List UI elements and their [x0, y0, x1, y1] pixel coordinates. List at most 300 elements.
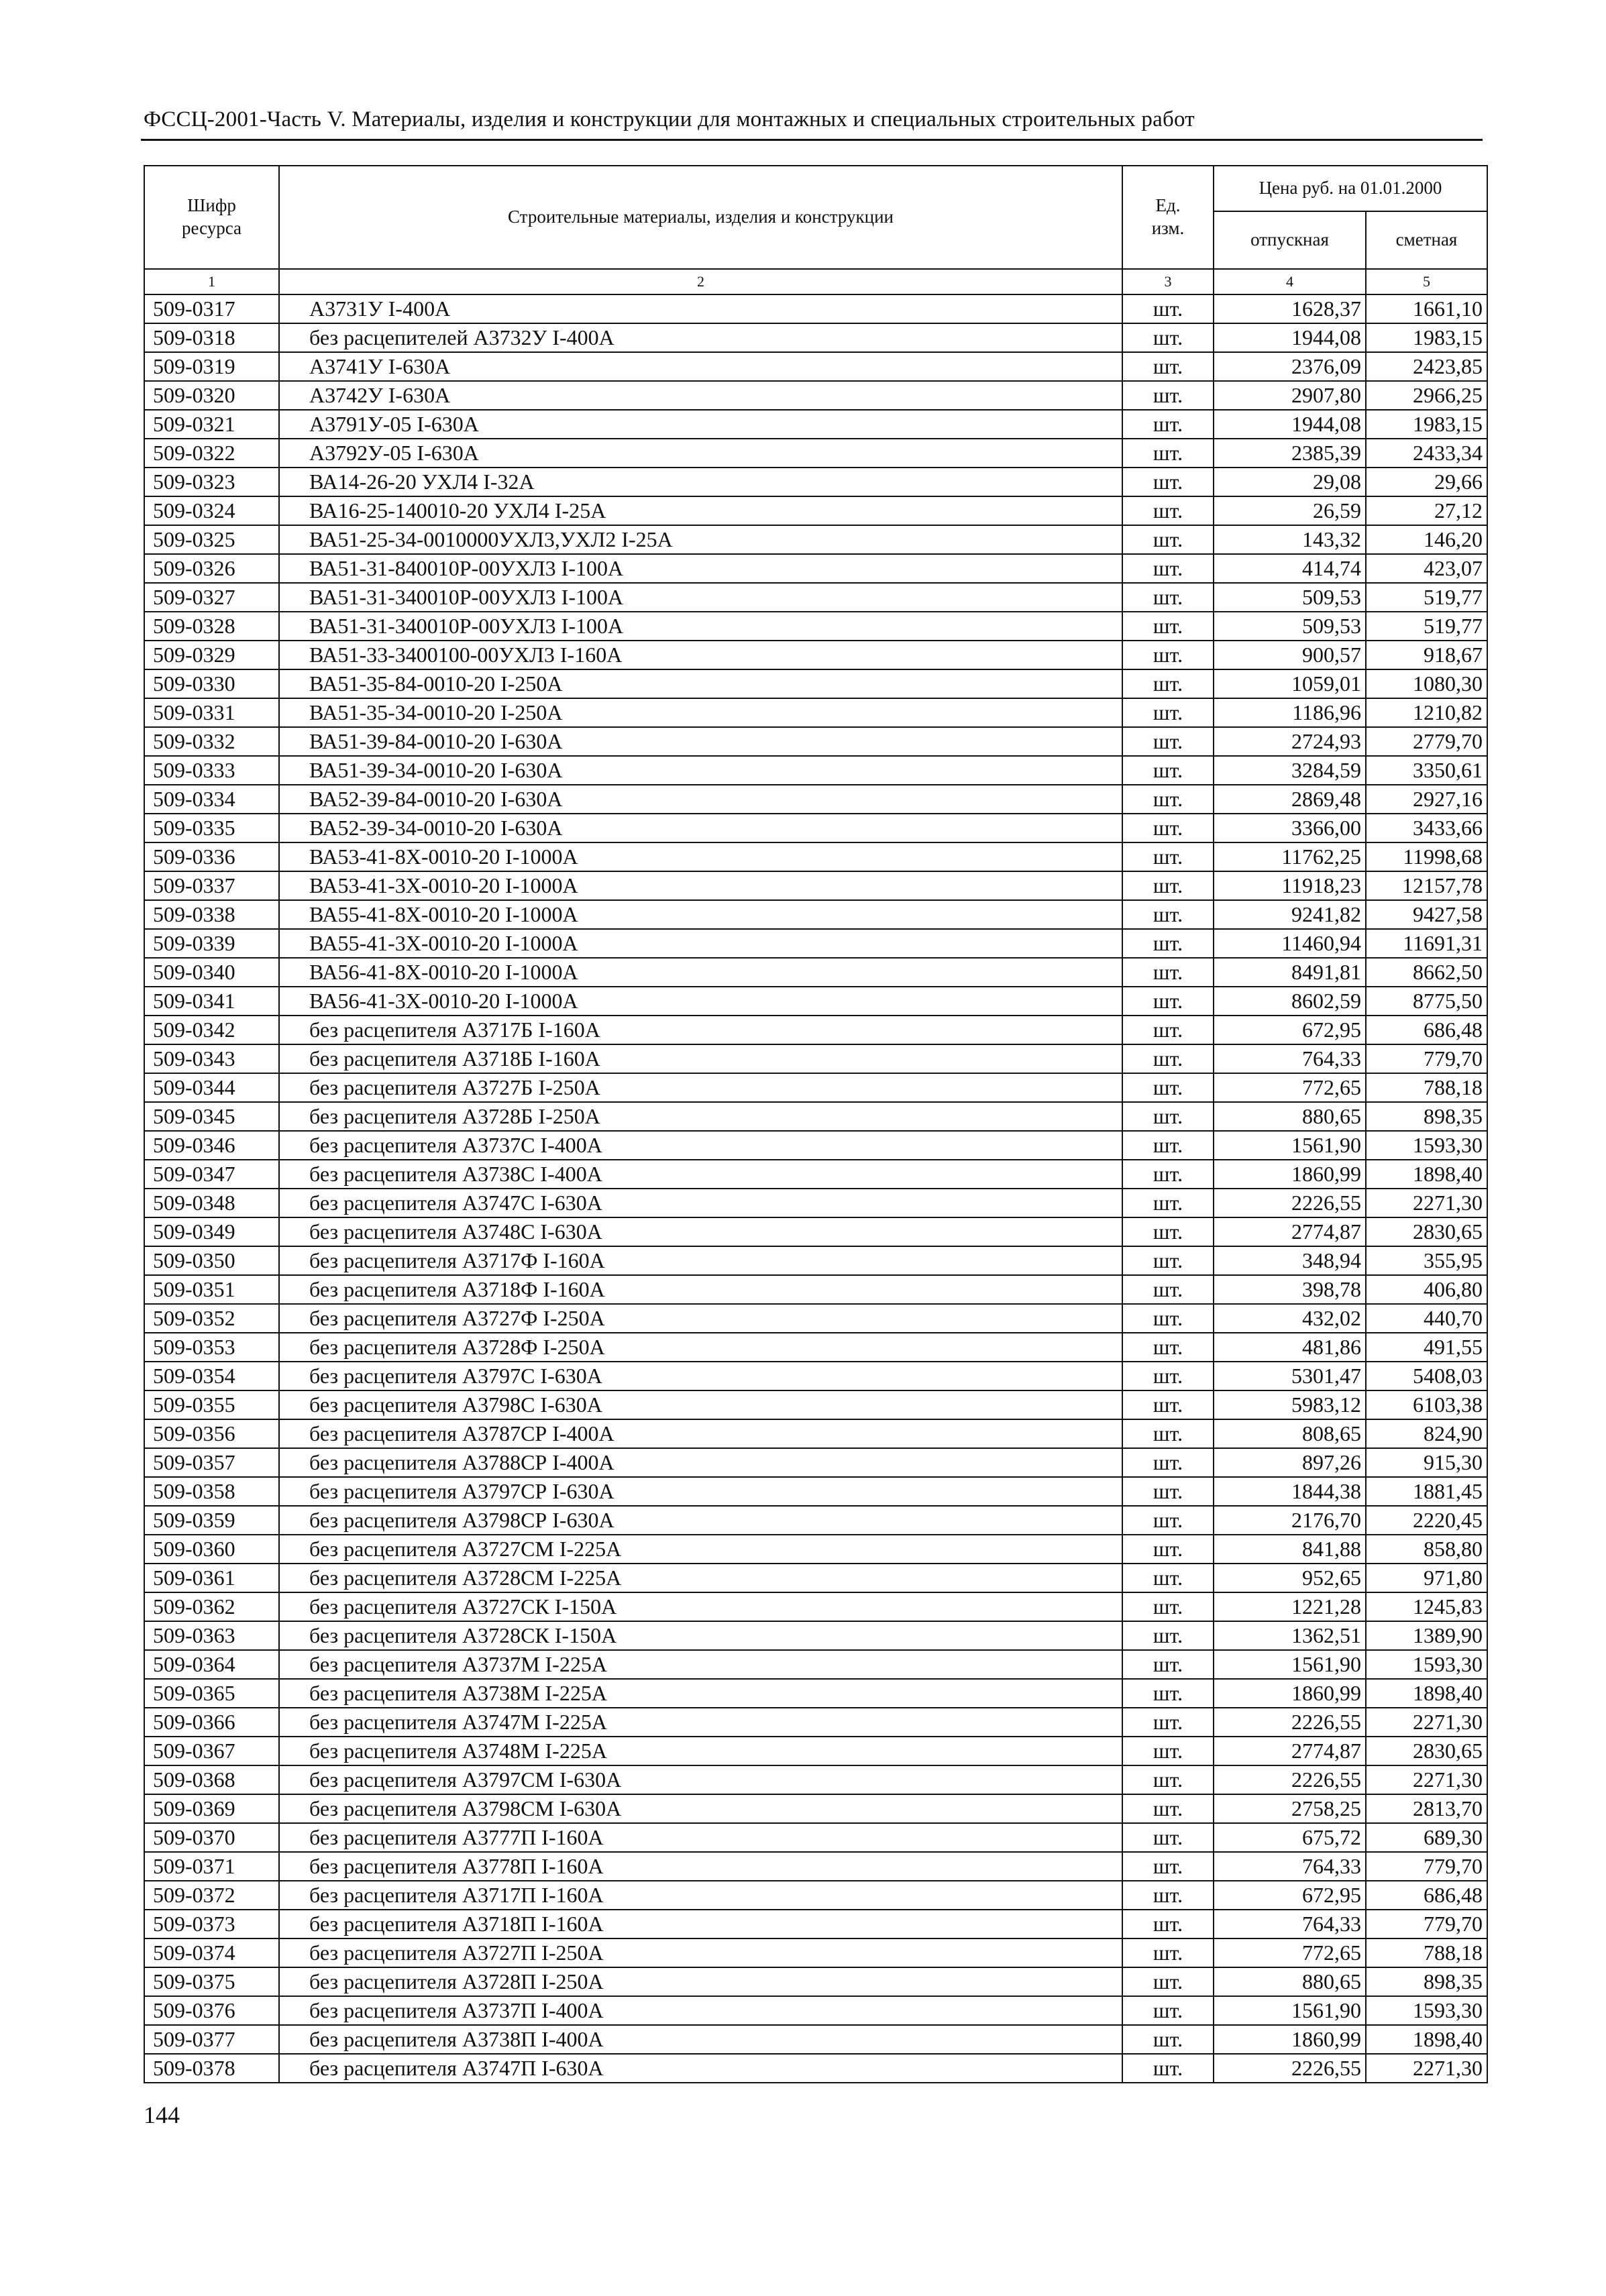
unit: шт.	[1122, 1477, 1214, 1506]
release-price: 5983,12	[1214, 1390, 1366, 1419]
release-price: 509,53	[1214, 583, 1366, 612]
resource-code: 509-0339	[144, 929, 279, 958]
estimate-price: 6103,38	[1366, 1390, 1487, 1419]
running-header: ФССЦ-2001-Часть V. Материалы, изделия и конструкции для монтажных и специальных строительных работ	[144, 107, 1195, 131]
release-price: 2907,80	[1214, 381, 1366, 410]
resource-code: 509-0359	[144, 1506, 279, 1535]
release-price: 1561,90	[1214, 1131, 1366, 1160]
material-name: без расцепителя А3778П I-160А	[279, 1852, 1122, 1881]
column-number: 4	[1214, 269, 1366, 294]
resource-code: 509-0342	[144, 1016, 279, 1044]
table-row	[144, 814, 1487, 842]
resource-code: 509-0374	[144, 1938, 279, 1967]
material-name: ВА56-41-8Х-0010-20 I-1000А	[279, 958, 1122, 987]
resource-code: 509-0372	[144, 1881, 279, 1910]
resource-code: 509-0320	[144, 381, 279, 410]
release-price: 2226,55	[1214, 1708, 1366, 1737]
release-price: 1628,37	[1214, 294, 1366, 323]
unit: шт.	[1122, 641, 1214, 669]
unit: шт.	[1122, 1304, 1214, 1333]
table-row	[144, 468, 1487, 496]
table-row	[144, 641, 1487, 669]
table-row	[144, 698, 1487, 727]
resource-code: 509-0335	[144, 814, 279, 842]
release-price: 952,65	[1214, 1564, 1366, 1592]
unit: шт.	[1122, 381, 1214, 410]
unit: шт.	[1122, 410, 1214, 439]
resource-code: 509-0324	[144, 496, 279, 525]
estimate-price: 971,80	[1366, 1564, 1487, 1592]
material-name: без расцепителя А3747М I-225А	[279, 1708, 1122, 1737]
release-price: 8491,81	[1214, 958, 1366, 987]
unit: шт.	[1122, 1621, 1214, 1650]
material-name: без расцепителя А3728СК I-150А	[279, 1621, 1122, 1650]
table-row	[144, 1275, 1487, 1304]
estimate-price: 1245,83	[1366, 1592, 1487, 1621]
material-name: ВА51-35-34-0010-20 I-250А	[279, 698, 1122, 727]
unit: шт.	[1122, 1275, 1214, 1304]
resource-code: 509-0334	[144, 785, 279, 814]
table-row	[144, 2054, 1487, 2083]
estimate-price: 779,70	[1366, 1910, 1487, 1938]
material-name: ВА52-39-34-0010-20 I-630А	[279, 814, 1122, 842]
estimate-price: 440,70	[1366, 1304, 1487, 1333]
table-row	[144, 1419, 1487, 1448]
unit: шт.	[1122, 1217, 1214, 1246]
table-row	[144, 1967, 1487, 1996]
estimate-price: 406,80	[1366, 1275, 1487, 1304]
release-price: 1944,08	[1214, 410, 1366, 439]
table-row	[144, 929, 1487, 958]
resource-code: 509-0351	[144, 1275, 279, 1304]
resource-code: 509-0350	[144, 1246, 279, 1275]
resource-code: 509-0368	[144, 1765, 279, 1794]
material-name: А3731У I-400А	[279, 294, 1122, 323]
resource-code: 509-0344	[144, 1073, 279, 1102]
table-row	[144, 1823, 1487, 1852]
table-row	[144, 525, 1487, 554]
price-table	[144, 165, 1488, 2083]
resource-code: 509-0365	[144, 1679, 279, 1708]
estimate-price: 11998,68	[1366, 842, 1487, 871]
table-row	[144, 439, 1487, 468]
release-price: 880,65	[1214, 1967, 1366, 1996]
unit: шт.	[1122, 871, 1214, 900]
release-price: 1362,51	[1214, 1621, 1366, 1650]
material-name: без расцепителя А3718П I-160А	[279, 1910, 1122, 1938]
unit: шт.	[1122, 1650, 1214, 1679]
release-price: 772,65	[1214, 1938, 1366, 1967]
material-name: без расцепителя А3717Ф I-160А	[279, 1246, 1122, 1275]
table-row	[144, 1794, 1487, 1823]
unit: шт.	[1122, 1592, 1214, 1621]
estimate-price: 29,66	[1366, 468, 1487, 496]
table-row	[144, 1217, 1487, 1246]
release-price: 675,72	[1214, 1823, 1366, 1852]
material-name: ВА55-41-3Х-0010-20 I-1000А	[279, 929, 1122, 958]
header-estimate: сметная	[1366, 211, 1487, 269]
material-name: без расцепителя А3727СМ I-225А	[279, 1535, 1122, 1564]
material-name: ВА52-39-84-0010-20 I-630А	[279, 785, 1122, 814]
material-name: без расцепителя А3777П I-160А	[279, 1823, 1122, 1852]
estimate-price: 5408,03	[1366, 1362, 1487, 1390]
unit: шт.	[1122, 1073, 1214, 1102]
release-price: 5301,47	[1214, 1362, 1366, 1390]
release-price: 900,57	[1214, 641, 1366, 669]
estimate-price: 824,90	[1366, 1419, 1487, 1448]
table-row	[144, 1564, 1487, 1592]
table-row	[144, 583, 1487, 612]
resource-code: 509-0348	[144, 1189, 279, 1217]
material-name: без расцепителя А3727СК I-150А	[279, 1592, 1122, 1621]
estimate-price: 918,67	[1366, 641, 1487, 669]
material-name: без расцепителя А3797СМ I-630А	[279, 1765, 1122, 1794]
resource-code: 509-0343	[144, 1044, 279, 1073]
unit: шт.	[1122, 583, 1214, 612]
table-row	[144, 842, 1487, 871]
release-price: 808,65	[1214, 1419, 1366, 1448]
estimate-price: 2220,45	[1366, 1506, 1487, 1535]
resource-code: 509-0362	[144, 1592, 279, 1621]
table-row	[144, 1650, 1487, 1679]
estimate-price: 686,48	[1366, 1016, 1487, 1044]
estimate-price: 27,12	[1366, 496, 1487, 525]
release-price: 1860,99	[1214, 1160, 1366, 1189]
resource-code: 509-0346	[144, 1131, 279, 1160]
material-name: без расцепителя А3787СР I-400А	[279, 1419, 1122, 1448]
material-name: А3742У I-630А	[279, 381, 1122, 410]
unit: шт.	[1122, 1967, 1214, 1996]
material-name: ВА51-31-340010Р-00УХЛ3 I-100А	[279, 583, 1122, 612]
material-name: ВА51-39-34-0010-20 I-630А	[279, 756, 1122, 785]
release-price: 1944,08	[1214, 323, 1366, 352]
resource-code: 509-0345	[144, 1102, 279, 1131]
table-row	[144, 1131, 1487, 1160]
table-row	[144, 1708, 1487, 1737]
table-row	[144, 1535, 1487, 1564]
resource-code: 509-0322	[144, 439, 279, 468]
table-row	[144, 410, 1487, 439]
estimate-price: 1593,30	[1366, 1996, 1487, 2025]
resource-code: 509-0331	[144, 698, 279, 727]
unit: шт.	[1122, 1564, 1214, 1592]
table-row	[144, 1448, 1487, 1477]
unit: шт.	[1122, 1419, 1214, 1448]
table-row	[144, 1477, 1487, 1506]
estimate-price: 2927,16	[1366, 785, 1487, 814]
resource-code: 509-0376	[144, 1996, 279, 2025]
table-row	[144, 1737, 1487, 1765]
release-price: 2226,55	[1214, 2054, 1366, 2083]
table-row	[144, 1102, 1487, 1131]
resource-code: 509-0330	[144, 669, 279, 698]
material-name: без расцепителя А3727Б I-250А	[279, 1073, 1122, 1102]
unit: шт.	[1122, 1246, 1214, 1275]
release-price: 1860,99	[1214, 1679, 1366, 1708]
release-price: 2869,48	[1214, 785, 1366, 814]
resource-code: 509-0349	[144, 1217, 279, 1246]
resource-code: 509-0341	[144, 987, 279, 1016]
release-price: 2385,39	[1214, 439, 1366, 468]
table-row	[144, 1246, 1487, 1275]
estimate-price: 898,35	[1366, 1102, 1487, 1131]
release-price: 11918,23	[1214, 871, 1366, 900]
resource-code: 509-0358	[144, 1477, 279, 1506]
table-row	[144, 1506, 1487, 1535]
material-name: без расцепителя А3738П I-400А	[279, 2025, 1122, 2054]
resource-code: 509-0321	[144, 410, 279, 439]
material-name: без расцепителя А3728Б I-250А	[279, 1102, 1122, 1131]
material-name: А3741У I-630А	[279, 352, 1122, 381]
resource-code: 509-0340	[144, 958, 279, 987]
unit: шт.	[1122, 1333, 1214, 1362]
estimate-price: 519,77	[1366, 583, 1487, 612]
estimate-price: 355,95	[1366, 1246, 1487, 1275]
release-price: 2226,55	[1214, 1189, 1366, 1217]
material-name: без расцепителя А3797СР I-630А	[279, 1477, 1122, 1506]
estimate-price: 689,30	[1366, 1823, 1487, 1852]
unit: шт.	[1122, 496, 1214, 525]
release-price: 8602,59	[1214, 987, 1366, 1016]
resource-code: 509-0354	[144, 1362, 279, 1390]
resource-code: 509-0366	[144, 1708, 279, 1737]
resource-code: 509-0369	[144, 1794, 279, 1823]
table-row	[144, 727, 1487, 756]
estimate-price: 8662,50	[1366, 958, 1487, 987]
resource-code: 509-0332	[144, 727, 279, 756]
material-name: без расцепителя А3718Ф I-160А	[279, 1275, 1122, 1304]
column-number: 2	[279, 269, 1122, 294]
unit: шт.	[1122, 814, 1214, 842]
resource-code: 509-0370	[144, 1823, 279, 1852]
unit: шт.	[1122, 1044, 1214, 1073]
material-name: без расцепителей А3732У I-400А	[279, 323, 1122, 352]
table-row	[144, 1679, 1487, 1708]
unit: шт.	[1122, 958, 1214, 987]
resource-code: 509-0356	[144, 1419, 279, 1448]
table-row	[144, 1016, 1487, 1044]
estimate-price: 519,77	[1366, 612, 1487, 641]
unit: шт.	[1122, 1535, 1214, 1564]
resource-code: 509-0373	[144, 1910, 279, 1938]
unit: шт.	[1122, 1737, 1214, 1765]
table-row	[144, 1390, 1487, 1419]
table-row	[144, 900, 1487, 929]
material-name: без расцепителя А3728Ф I-250А	[279, 1333, 1122, 1362]
unit: шт.	[1122, 352, 1214, 381]
release-price: 2758,25	[1214, 1794, 1366, 1823]
resource-code: 509-0336	[144, 842, 279, 871]
table-row	[144, 1910, 1487, 1938]
release-price: 398,78	[1214, 1275, 1366, 1304]
material-name: ВА16-25-140010-20 УХЛ4 I-25А	[279, 496, 1122, 525]
header-name: Строительные материалы, изделия и конструкции	[279, 166, 1122, 269]
material-name: без расцепителя А3737С I-400А	[279, 1131, 1122, 1160]
release-price: 1844,38	[1214, 1477, 1366, 1506]
resource-code: 509-0317	[144, 294, 279, 323]
table-row	[144, 1304, 1487, 1333]
table-row	[144, 756, 1487, 785]
estimate-price: 2779,70	[1366, 727, 1487, 756]
table-row	[144, 1189, 1487, 1217]
resource-code: 509-0347	[144, 1160, 279, 1189]
resource-code: 509-0319	[144, 352, 279, 381]
table-row	[144, 323, 1487, 352]
page-number: 144	[144, 2101, 180, 2128]
unit: шт.	[1122, 785, 1214, 814]
release-price: 764,33	[1214, 1852, 1366, 1881]
unit: шт.	[1122, 1765, 1214, 1794]
estimate-price: 423,07	[1366, 554, 1487, 583]
material-name: ВА51-31-340010Р-00УХЛ3 I-100А	[279, 612, 1122, 641]
unit: шт.	[1122, 554, 1214, 583]
table-body	[144, 294, 1487, 2083]
material-name: ВА51-25-34-0010000УХЛ3,УХЛ2 I-25А	[279, 525, 1122, 554]
header-code: Шифр ресурса	[144, 166, 279, 269]
release-price: 11460,94	[1214, 929, 1366, 958]
estimate-price: 1898,40	[1366, 2025, 1487, 2054]
resource-code: 509-0360	[144, 1535, 279, 1564]
estimate-price: 1389,90	[1366, 1621, 1487, 1650]
estimate-price: 779,70	[1366, 1852, 1487, 1881]
resource-code: 509-0318	[144, 323, 279, 352]
unit: шт.	[1122, 1852, 1214, 1881]
resource-code: 509-0326	[144, 554, 279, 583]
resource-code: 509-0328	[144, 612, 279, 641]
estimate-price: 11691,31	[1366, 929, 1487, 958]
material-name: ВА51-31-840010Р-00УХЛ3 I-100А	[279, 554, 1122, 583]
material-name: без расцепителя А3798С I-630А	[279, 1390, 1122, 1419]
resource-code: 509-0357	[144, 1448, 279, 1477]
unit: шт.	[1122, 1996, 1214, 2025]
resource-code: 509-0325	[144, 525, 279, 554]
resource-code: 509-0327	[144, 583, 279, 612]
resource-code: 509-0352	[144, 1304, 279, 1333]
table-row	[144, 1621, 1487, 1650]
material-name: А3792У-05 I-630А	[279, 439, 1122, 468]
material-name: без расцепителя А3747П I-630А	[279, 2054, 1122, 2083]
release-price: 2376,09	[1214, 352, 1366, 381]
table-row	[144, 496, 1487, 525]
material-name: ВА53-41-3Х-0010-20 I-1000А	[279, 871, 1122, 900]
unit: шт.	[1122, 987, 1214, 1016]
table-row	[144, 1852, 1487, 1881]
table-row	[144, 381, 1487, 410]
table-row	[144, 1362, 1487, 1390]
estimate-price: 2966,25	[1366, 381, 1487, 410]
material-name: без расцепителя А3737П I-400А	[279, 1996, 1122, 2025]
material-name: без расцепителя А3738М I-225А	[279, 1679, 1122, 1708]
unit: шт.	[1122, 323, 1214, 352]
estimate-price: 858,80	[1366, 1535, 1487, 1564]
unit: шт.	[1122, 468, 1214, 496]
material-name: без расцепителя А3797С I-630А	[279, 1362, 1122, 1390]
material-name: А3791У-05 I-630А	[279, 410, 1122, 439]
material-name: ВА53-41-8Х-0010-20 I-1000А	[279, 842, 1122, 871]
table-row	[144, 1996, 1487, 2025]
material-name: без расцепителя А3737М I-225А	[279, 1650, 1122, 1679]
table-row	[144, 871, 1487, 900]
release-price: 481,86	[1214, 1333, 1366, 1362]
table-row	[144, 612, 1487, 641]
estimate-price: 9427,58	[1366, 900, 1487, 929]
table-row	[144, 1160, 1487, 1189]
resource-code: 509-0364	[144, 1650, 279, 1679]
release-price: 764,33	[1214, 1044, 1366, 1073]
header-unit: Ед. изм.	[1122, 166, 1214, 269]
estimate-price: 1898,40	[1366, 1679, 1487, 1708]
release-price: 143,32	[1214, 525, 1366, 554]
table-row	[144, 554, 1487, 583]
unit: шт.	[1122, 1448, 1214, 1477]
unit: шт.	[1122, 698, 1214, 727]
header-release: отпускная	[1214, 211, 1366, 269]
release-price: 29,08	[1214, 468, 1366, 496]
estimate-price: 1661,10	[1366, 294, 1487, 323]
material-name: без расцепителя А3748С I-630А	[279, 1217, 1122, 1246]
release-price: 764,33	[1214, 1910, 1366, 1938]
estimate-price: 3350,61	[1366, 756, 1487, 785]
estimate-price: 779,70	[1366, 1044, 1487, 1073]
material-name: без расцепителя А3718Б I-160А	[279, 1044, 1122, 1073]
release-price: 841,88	[1214, 1535, 1366, 1564]
unit: шт.	[1122, 669, 1214, 698]
estimate-price: 2830,65	[1366, 1737, 1487, 1765]
estimate-price: 788,18	[1366, 1938, 1487, 1967]
estimate-price: 12157,78	[1366, 871, 1487, 900]
table-row	[144, 352, 1487, 381]
release-price: 432,02	[1214, 1304, 1366, 1333]
release-price: 2724,93	[1214, 727, 1366, 756]
unit: шт.	[1122, 525, 1214, 554]
material-name: без расцепителя А3788СР I-400А	[279, 1448, 1122, 1477]
resource-code: 509-0329	[144, 641, 279, 669]
estimate-price: 1593,30	[1366, 1650, 1487, 1679]
estimate-price: 2433,34	[1366, 439, 1487, 468]
unit: шт.	[1122, 439, 1214, 468]
material-name: без расцепителя А3798СМ I-630А	[279, 1794, 1122, 1823]
unit: шт.	[1122, 929, 1214, 958]
material-name: без расцепителя А3717П I-160А	[279, 1881, 1122, 1910]
resource-code: 509-0375	[144, 1967, 279, 1996]
release-price: 1186,96	[1214, 698, 1366, 727]
release-price: 3366,00	[1214, 814, 1366, 842]
unit: шт.	[1122, 612, 1214, 641]
estimate-price: 2271,30	[1366, 1708, 1487, 1737]
column-number: 1	[144, 269, 279, 294]
estimate-price: 1593,30	[1366, 1131, 1487, 1160]
release-price: 772,65	[1214, 1073, 1366, 1102]
unit: шт.	[1122, 1506, 1214, 1535]
table-row	[144, 1333, 1487, 1362]
material-name: без расцепителя А3717Б I-160А	[279, 1016, 1122, 1044]
header-rule	[141, 139, 1483, 141]
resource-code: 509-0361	[144, 1564, 279, 1592]
unit: шт.	[1122, 1102, 1214, 1131]
material-name: ВА14-26-20 УХЛ4 I-32А	[279, 468, 1122, 496]
unit: шт.	[1122, 900, 1214, 929]
table-row	[144, 1073, 1487, 1102]
release-price: 880,65	[1214, 1102, 1366, 1131]
unit: шт.	[1122, 1881, 1214, 1910]
resource-code: 509-0378	[144, 2054, 279, 2083]
material-name: без расцепителя А3727Ф I-250А	[279, 1304, 1122, 1333]
release-price: 1561,90	[1214, 1996, 1366, 2025]
material-name: без расцепителя А3728П I-250А	[279, 1967, 1122, 1996]
table-row	[144, 1765, 1487, 1794]
unit: шт.	[1122, 842, 1214, 871]
release-price: 2176,70	[1214, 1506, 1366, 1535]
